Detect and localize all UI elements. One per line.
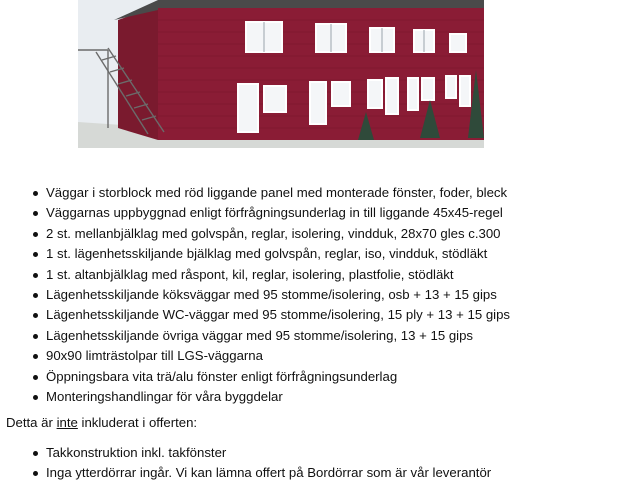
door <box>460 76 470 106</box>
excluded-heading <box>6 413 197 433</box>
list-item: Öppningsbara vita trä/alu fönster enligt förfrågningsunderlag <box>34 367 634 387</box>
window <box>332 82 350 106</box>
door <box>310 82 326 124</box>
list-item: 90x90 limträstolpar till LGS-väggarna <box>34 346 634 366</box>
list-item: Monteringshandlingar för våra byggdelar <box>34 387 634 407</box>
list-item: Inga ytterdörrar ingår. Vi kan lämna offert på Bordörrar som är vår leverantör <box>34 463 634 483</box>
list-item: Väggarnas uppbyggnad enligt förfrågningsunderlag in till liggande 45x45-regel <box>34 203 634 223</box>
included-items-list <box>34 183 634 407</box>
list-item: 1 st. altanbjälklag med råspont, kil, reglar, isolering, plastfolie, stödläkt <box>34 265 634 285</box>
list-item: Lägenhetsskiljande köksväggar med 95 stomme/isolering, osb + 13 + 15 gips <box>34 285 634 305</box>
excluded-heading-after: inkluderat i offerten: <box>77 415 198 430</box>
door <box>238 84 258 132</box>
excluded-heading-underlined: inte <box>56 415 78 430</box>
building-rendering <box>78 0 484 148</box>
list-item: Lägenhetsskiljande övriga väggar med 95 stomme/isolering, 13 + 15 gips <box>34 326 634 346</box>
window <box>422 78 434 100</box>
window <box>446 76 456 98</box>
window <box>264 86 286 112</box>
window <box>450 34 466 52</box>
list-item: 2 st. mellanbjälklag med golvspån, reglar, isolering, vindduk, 28x70 gles c.300 <box>34 224 634 244</box>
window <box>368 80 382 108</box>
list-item: Lägenhetsskiljande WC-väggar med 95 stomme/isolering, 15 ply + 13 + 15 gips <box>34 305 634 325</box>
list-item: Takkonstruktion inkl. takfönster <box>34 443 634 463</box>
door <box>386 78 398 114</box>
list-item: Väggar i storblock med röd liggande panel med monterade fönster, foder, bleck <box>34 183 634 203</box>
list-item: 1 st. lägenhetsskiljande bjälklag med golvspån, reglar, iso, vindduk, stödläkt <box>34 244 634 264</box>
excluded-heading-before: Detta är <box>6 415 57 430</box>
door <box>408 78 418 110</box>
excluded-items-list <box>34 443 634 484</box>
